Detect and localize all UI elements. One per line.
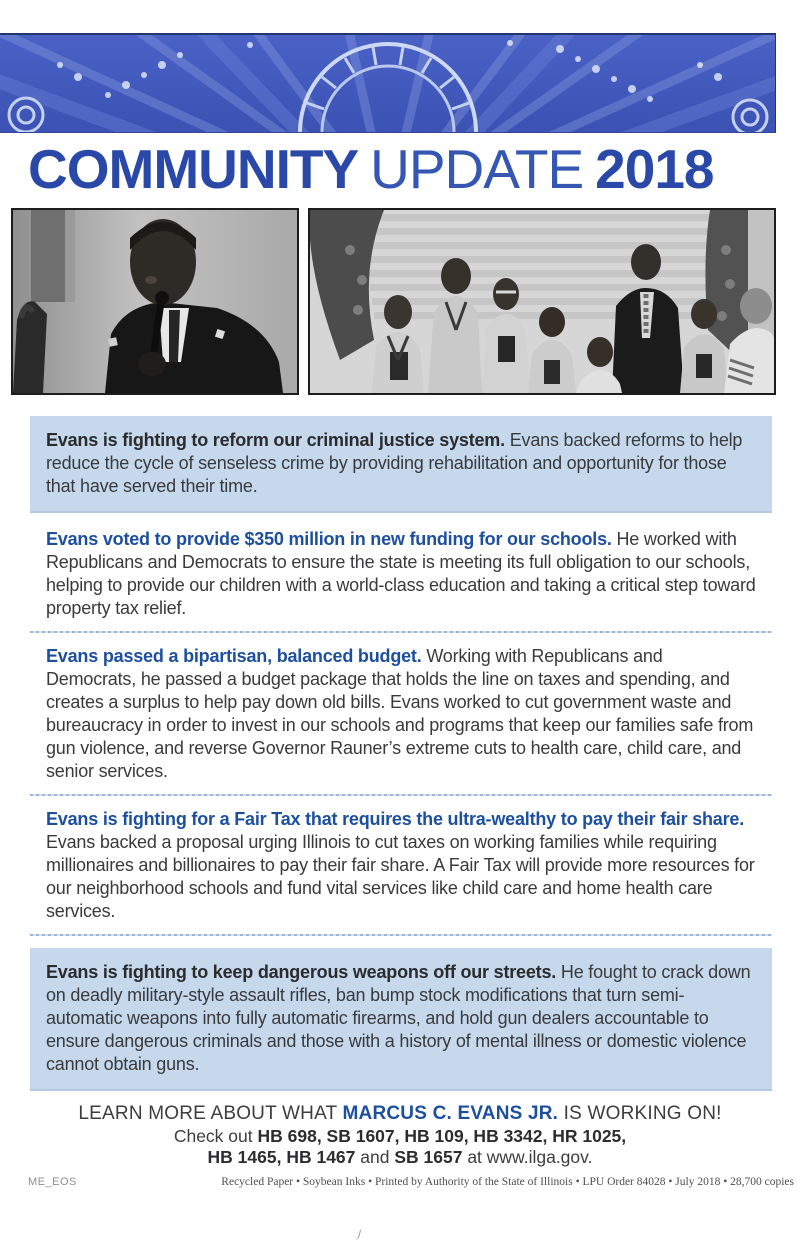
section-lead: Evans is fighting to reform our criminal justice system. (46, 430, 505, 450)
section-body: Working with Republicans and Democrats, he passed a budget package that holds the line on taxes and spending, and creates a surplus to help pay down old bills. Evans worked to cut government waste and bureaucracy in order to invest in our schools and programs that keep our families safe from gun violence, and reverse Governor Rauner’s extreme cuts to health care, child care, and senior services. (46, 646, 758, 781)
section-divider (30, 794, 772, 796)
section-body: Evans backed a proposal urging Illinois to cut taxes on working families while requiring millionaires and billionaires to pay their fair share. A Fair Tax will provide more resources for our neighborhood schools and fund vital services like child care and home health care services. (46, 809, 760, 921)
section-list (30, 416, 772, 1091)
section-lead: Evans voted to provide $350 million in new funding for our schools. (46, 529, 612, 549)
learn-more-line (0, 1102, 800, 1126)
bill-numbers-3: SB 1657 (394, 1147, 463, 1167)
section-lead: Evans passed a bipartisan, balanced budget. (46, 646, 422, 666)
check-out-label: Check out (173, 1126, 258, 1146)
scan-artifact (353, 1228, 361, 1240)
photo-group-capitol-art (310, 210, 774, 393)
page-title (28, 140, 800, 200)
photo-evans-speaking-art (13, 210, 297, 393)
capitol-dome-banner-image (0, 33, 776, 133)
section-divider (30, 934, 772, 936)
fineprint-row (0, 1176, 800, 1188)
title-update: UPDATE (370, 138, 584, 200)
bills-line-2 (0, 1147, 800, 1168)
section-lead: Evans is fighting for a Fair Tax that requires the ultra-wealthy to pay their fair share. (46, 809, 745, 829)
section-body: He fought to crack down on deadly military-style assault rifles, ban bump stock modifications that turn semi-automatic weapons into fully automatic firearms, and hold gun dealers accountable to ensure dangerous criminals and those with a history of mental illness or domestic violence cannot obtain guns. (46, 962, 756, 1074)
printing-legal-line: Recycled Paper • Soybean Inks • Printed by Authority of the State of Illinois • LPU Order 84028 • July 2018 • 28,700 copies (221, 1176, 794, 1188)
section-fair-tax (30, 808, 772, 923)
bill-numbers-2: HB 1465, HB 1467 (207, 1147, 356, 1167)
section-lead: Evans is fighting to keep dangerous weapons off our streets. (46, 962, 557, 982)
flyer-page (0, 33, 800, 1188)
photo-row (11, 208, 800, 395)
photo-group-capitol (308, 208, 776, 395)
capitol-dome-art (0, 35, 775, 132)
bills-line-1 (0, 1126, 800, 1147)
and-label: and (355, 1147, 395, 1167)
learn-more-prefix: LEARN MORE ABOUT WHAT (78, 1103, 343, 1124)
section-body: Evans backed reforms to help reduce the cycle of senseless crime by providing rehabilitation and opportunity for those that have served their time. (46, 430, 748, 496)
section-school-funding (30, 528, 772, 620)
learn-more-suffix: IS WORKING ON! (558, 1103, 722, 1124)
footer-cta (0, 1102, 800, 1168)
website-text: at www.ilga.gov. (462, 1147, 593, 1167)
section-balanced-budget (30, 645, 772, 783)
bill-numbers-1: HB 698, SB 1607, HB 109, HB 3342, HR 1025, (257, 1126, 627, 1146)
section-divider (30, 631, 772, 633)
photo-evans-speaking (11, 208, 299, 395)
title-community: COMMUNITY (28, 138, 359, 200)
section-body: He worked with Republicans and Democrats to ensure the state is meeting its full obligation to our schools, helping to provide our children with a world-class education and taking a critical step toward property tax relief. (46, 529, 761, 618)
section-dangerous-weapons (30, 948, 772, 1091)
rep-name: MARCUS C. EVANS JR. (342, 1103, 559, 1124)
mail-code: ME_EOS (28, 1176, 77, 1188)
section-criminal-justice (30, 416, 772, 513)
title-year: 2018 (595, 138, 714, 200)
